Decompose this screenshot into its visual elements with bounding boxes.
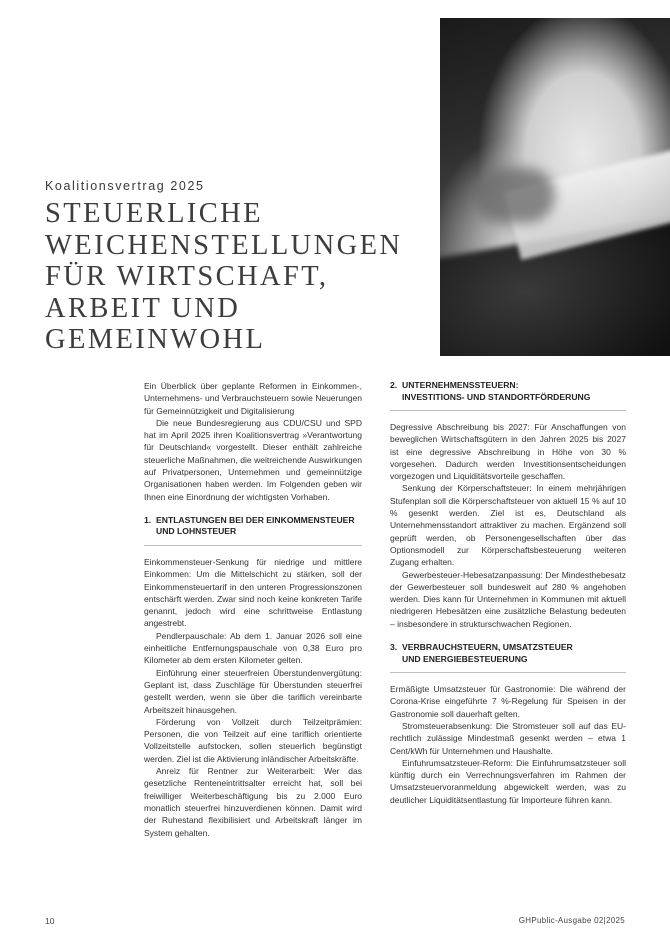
- paragraph: Stromsteuerabsenkung: Die Stromsteuer soll auf das EU-rechtlich zulässige Mindestmaß gesenkt werden – etwa 1 Cent/kWh für Unternehmen und Haushalte.: [390, 720, 626, 756]
- left-column: [144, 380, 362, 839]
- section-title-line: UNTERNEHMENSSTEUERN:: [402, 380, 519, 390]
- paragraph: Ermäßigte Umsatzsteuer für Gastronomie: Die während der Corona-Krise eingeführte 7 %-Regelung für Speisen in der Gastronomie soll dauerhaft gelten.: [390, 684, 626, 719]
- paragraph: Pendlerpauschale: Ab dem 1. Januar 2026 soll eine einheitliche Entfernungspauschale von 0,38 Euro pro Kilometer ab dem ersten Kilometer gelten.: [144, 630, 362, 666]
- intro-paragraph: Die neue Bundesregierung aus CDU/CSU und SPD hat im April 2025 ihren Koalitionsvertrag »Verantwortung für Deutschland« vorgestellt. Dieser enthält zahlreiche steuerliche Maßnahmen, die weitreichende Auswirkungen auf Privatpersonen, Unternehmen und gemeinnützige Organisationen haben werden. Im Folgenden geben wir Ihnen eine Einordnung der wichtigsten Vorhaben.: [144, 417, 362, 502]
- section-title-line: UND ENERGIEBESTEUERUNG: [402, 653, 528, 664]
- kicker: Koalitionsvertrag 2025: [45, 179, 205, 193]
- title-line: FÜR WIRTSCHAFT,: [45, 261, 329, 292]
- title-line: WEICHENSTELLUNGEN: [45, 229, 403, 261]
- title-line: ARBEIT UND: [45, 292, 241, 324]
- paragraph: Einkommensteuer-Senkung für niedrige und mittlere Einkommen: Um die Mittelschicht zu stärken, soll der Einkommensteuertarif in den unteren Progressionszonen entschärft werden. Zwar sind noch keine konkreten Tarife genannt, jedoch wird eine schrittweise Entlastung angestrebt.: [144, 556, 362, 629]
- article-title: [45, 198, 425, 356]
- section-title-line: ENTLASTUNGEN BEI DER EINKOMMENSTEUER: [156, 514, 355, 525]
- section-number: 3.: [390, 642, 398, 653]
- right-column: [390, 380, 626, 806]
- section-heading-1: [144, 515, 362, 546]
- section-title-line: VERBRAUCHSTEUERN, UMSATZSTEUER: [402, 642, 573, 653]
- paragraph: Degressive Abschreibung bis 2027: Für Anschaffungen von beweglichen Wirtschaftsgütern in den Jahren 2025 bis 2027 ist eine degressive Abschreibung in Höhe von 30 % vorgesehen. Dadurch werden Investitionsentscheidungen vorgezogen und Liquiditätsvorteile geschaffen.: [390, 422, 626, 482]
- section-number: 2.: [390, 380, 398, 390]
- section-title-line: INVESTITIONS- UND STANDORTFÖRDERUNG: [402, 391, 591, 402]
- publication-label: GHPublic-Ausgabe 02|2025: [518, 916, 625, 925]
- section-number: 1.: [144, 514, 152, 525]
- paragraph: Einfuhrumsatzsteuer-Reform: Die Einfuhrumsatzsteuer soll künftig durch ein Verrechnungsverfahren im Rahmen der Umsatzsteuervoranmeldung abgewickelt werden, was zu deutlicher Liquiditätsentlastung für Importeure führen kann.: [390, 757, 626, 805]
- section-title-line: UND LOHNSTEUER: [156, 526, 237, 537]
- section-heading-2: [390, 380, 626, 411]
- paragraph: Gewerbesteuer-Hebesatzanpassung: Der Mindesthebesatz der Gewerbesteuer soll bundesweit auf 280 % angehoben werden. Dies kann für Unternehmen in Kommunen mit aktuell niedrigeren Hebesätzen eine zusätzliche Belastung bedeuten – insbesondere in strukturschwachen Regionen.: [390, 569, 626, 629]
- paragraph: Einführung einer steuerfreien Überstundenvergütung: Geplant ist, dass Zuschläge für Überstunden steuerfrei gestellt werden, wenn sie über die tariflich vereinbarte Arbeitszeit hinausgehen.: [144, 667, 362, 715]
- paragraph: Senkung der Körperschaftsteuer: In einem mehrjährigen Stufenplan soll die Körperschaftsteuer von aktuell 15 % auf 10 % gesenkt werden. Ziel ist es, Deutschland als Unternehmensstandort attraktiver zu machen. Ergänzend soll geprüft werden, ob Personengesellschaften über das Optionsmodell zur Körperschaftsbesteuerung weiteren Zugang erhalten.: [390, 483, 626, 568]
- title-line: STEUERLICHE: [45, 198, 263, 229]
- page-number: 10: [45, 916, 55, 926]
- intro-lead: Ein Überblick über geplante Reformen in Einkommen-, Unternehmens- und Verbrauchsteuern sowie Neuerungen für Gemeinnützigkeit und Digitalisierung: [144, 381, 362, 416]
- section-heading-3: [390, 642, 626, 673]
- paragraph: Anreiz für Rentner zur Weiterarbeit: Wer das gesetzliche Renteneintrittsalter erreicht hat, soll bei freiwilliger Weiterbeschäftigung bis zu 2.000 Euro monatlich steuerfrei hinzuverdienen können. Damit wird der Ruhestand flexibilisiert und Arbeitskraft länger im System gehalten.: [144, 766, 362, 838]
- title-line: GEMEINWOHL: [45, 324, 266, 355]
- header-photo: [440, 18, 670, 356]
- paragraph: Förderung von Vollzeit durch Teilzeitprämien: Personen, die von Teilzeit auf eine tariflich orientierte Vollzeitstelle aufstocken, sollen steuerlich begünstigt werden. Ziel ist die Aktivierung inländischer Arbeitskräfte.: [144, 716, 362, 764]
